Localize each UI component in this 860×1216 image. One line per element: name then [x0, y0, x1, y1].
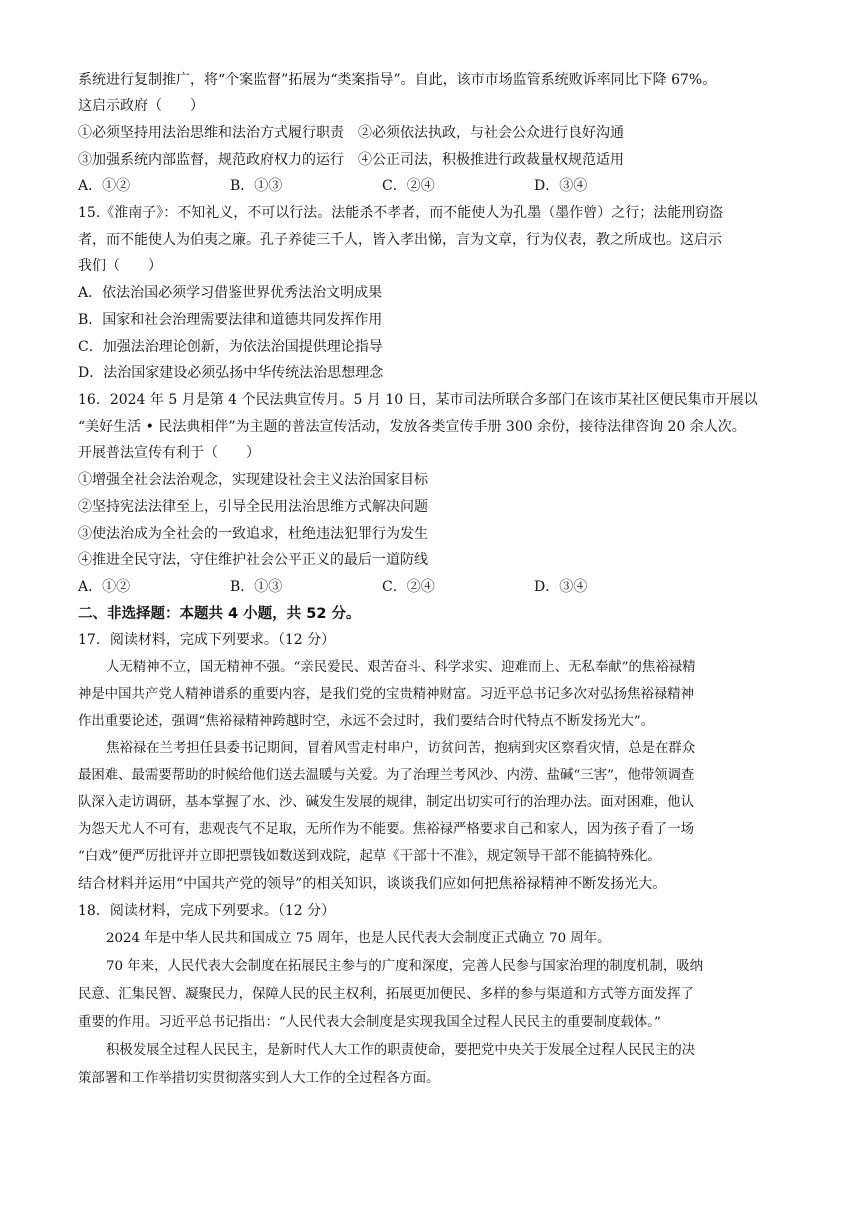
q18-material-line: 策部署和工作举措切实贯彻落实到人大工作的全过程各方面。: [78, 1071, 440, 1086]
q17-material-line: “白戏”便严厉批评并立即把票钱如数送到戏院，起草《干部十不准》，规定领导干部不能搞特殊化。: [78, 849, 661, 864]
q15-stem-line: 者，而不能使人为伯夷之廉。孔子养徒三千人，皆入孝出悌，言为文章，行为仪表，教之所成也。这启示: [78, 232, 722, 248]
q17-material-line: 焦裕禄在兰考担任县委书记期间，冒着风雪走村串户，访贫问苦，抱病到灾区察看灾情，总是在群众: [106, 741, 696, 756]
q16-statement: ③使法治成为全社会的一致追求，杜绝违法犯罪行为发生: [78, 526, 428, 542]
q18-material-line: 积极发展全过程人民民主，是新时代人大工作的职责使命，要把党中央关于发展全过程人民民主的决: [106, 1043, 696, 1058]
q15-option-d[interactable]: D．法治国家建设必须弘扬中华传统法治思想理念: [78, 365, 384, 381]
q17-title: 17．阅读材料，完成下列要求。（12 分）: [78, 632, 336, 648]
q15-option-c[interactable]: C．加强法治理论创新，为依法治国提供理论指导: [78, 339, 383, 355]
q17-material-line: 作出重要论述，强调“焦裕禄精神跨越时空，永远不会过时，我们要结合时代特点不断发扬光大”。: [78, 714, 655, 729]
q17-material-line: 最困难、最需要帮助的时候给他们送去温暖与关爱。为了治理兰考风沙、内涝、盐碱“三害”，他带领调查: [78, 768, 695, 783]
q16-stem-line: “美好生活 • 民法典相伴”为主题的普法宣传活动，发放各类宣传手册 300 余份，接待法律咨询 20 余人次。: [78, 419, 746, 435]
q14-option-c[interactable]: C．②④: [382, 178, 435, 194]
q15-option-a[interactable]: A．依法治国必须学习借鉴世界优秀法治文明成果: [78, 285, 383, 301]
q18-material-line: 2024 年是中华人民共和国成立 75 周年，也是人民代表大会制度正式确立 70 周年。: [106, 931, 611, 946]
q17-question: 结合材料并运用“中国共产党的领导”的相关知识，谈谈我们应如何把焦裕禄精神不断发扬光大。: [78, 876, 667, 892]
q16-option-d[interactable]: D．③④: [534, 579, 588, 595]
q16-statement: ④推进全民守法，守住维护社会公平正义的最后一道防线: [78, 552, 428, 568]
q16-option-b[interactable]: B．①③: [230, 579, 283, 595]
q18-material-line: 70 年来，人民代表大会制度在拓展民主参与的广度和深度，完善人民参与国家治理的制度机制，吸纳: [106, 959, 704, 974]
q16-option-c[interactable]: C．②④: [382, 579, 435, 595]
section-heading: 二、非选择题：本题共 4 小题，共 52 分。: [78, 606, 361, 622]
q14-statement: ③加强系统内部监督，规范政府权力的运行 ④公正司法，积极推进行政裁量权规范适用: [78, 152, 624, 168]
q16-statement: ①增强全社会法治观念，实现建设社会主义法治国家目标: [78, 472, 428, 488]
q14-option-b[interactable]: B．①③: [230, 178, 283, 194]
q15-option-b[interactable]: B．国家和社会治理需要法律和道德共同发挥作用: [78, 312, 383, 328]
q17-material-line: 为怨天尤人不可有，悲观丧气不足取，无所作为不能要。焦裕禄严格要求自己和家人，因为孩子看了一场: [78, 822, 694, 837]
q18-material-line: 重要的作用。习近平总书记指出：“人民代表大会制度是实现我国全过程人民民主的重要制度载体。”: [78, 1015, 661, 1030]
q16-stem-line: 16．2024 年 5 月是第 4 个民法典宣传月。5 月 10 日，某市司法所联合多部门在该市某社区便民集市开展以: [78, 392, 758, 408]
q14-line: 系统进行复制推广，将“个案监督”拓展为“类案指导”。自此，该市市场监管系统败诉率同比下降 67%。: [78, 72, 717, 88]
q15-stem-line: 15.《淮南子》：不知礼义，不可以行法。法能杀不孝者，而不能使人为孔墨（墨作曾）之行；法能刑窃盗: [78, 205, 724, 221]
q16-stem-line: 开展普法宣传有利于（ ）: [78, 445, 260, 461]
q14-line: 这启示政府（ ）: [78, 98, 204, 114]
q17-material-line: 神是中国共产党人精神谱系的重要内容，是我们党的宝贵精神财富。习近平总书记多次对弘扬焦裕禄精神: [78, 687, 694, 702]
q14-option-d[interactable]: D．③④: [534, 178, 588, 194]
q17-material-line: 人无精神不立，国无精神不强。“亲民爱民、艰苦奋斗、科学求实、迎难而上、无私奉献”的焦裕禄精: [106, 660, 696, 675]
q16-statement: ②坚持宪法法律至上，引导全民用法治思维方式解决问题: [78, 499, 428, 515]
q17-material-line: 队深入走访调研，基本掌握了水、沙、碱发生发展的规律，制定出切实可行的治理办法。面对困难，他认: [78, 795, 694, 810]
q14-option-a[interactable]: A．①②: [78, 178, 131, 194]
q18-material-line: 民意、汇集民智、凝聚民力，保障人民的民主权利，拓展更加便民、多样的参与渠道和方式等方面发挥了: [78, 987, 694, 1002]
q16-option-a[interactable]: A．①②: [78, 579, 131, 595]
q14-statement: ①必须坚持用法治思维和法治方式履行职责 ②必须依法执政，与社会公众进行良好沟通: [78, 125, 624, 141]
q18-title: 18．阅读材料，完成下列要求。（12 分）: [78, 903, 336, 919]
q15-stem-line: 我们（ ）: [78, 258, 162, 274]
